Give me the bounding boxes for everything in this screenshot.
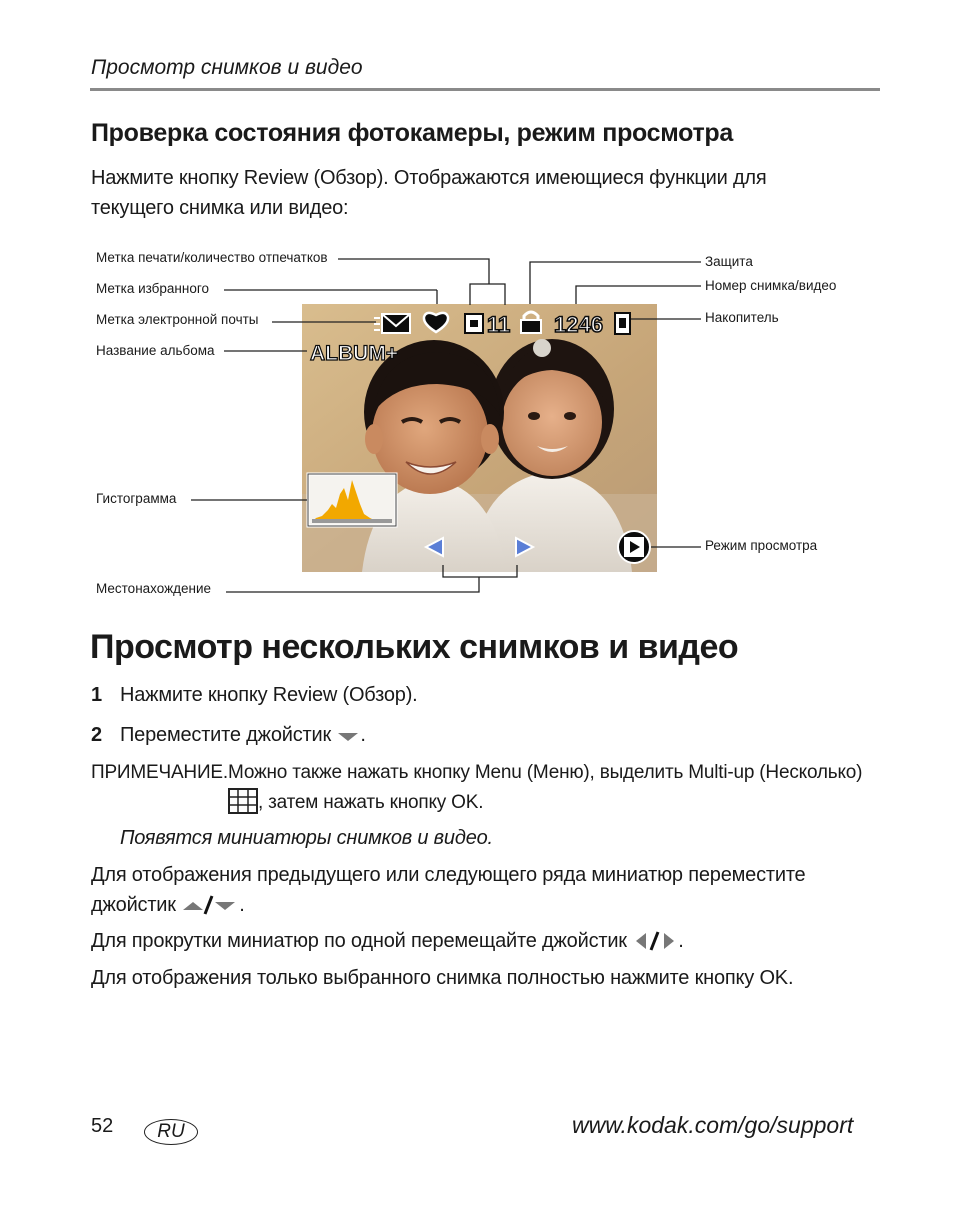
callout-picture-number: Номер снимка/видео <box>705 278 837 293</box>
picture-number: 1246 <box>554 312 603 337</box>
callout-favorite-tag: Метка избранного <box>96 281 209 296</box>
note-line-2: , затем нажать кнопку OK. <box>228 788 483 818</box>
joystick-left-right-icon <box>632 930 678 952</box>
step-2: 2 Переместите джойстик . <box>91 724 366 746</box>
support-url[interactable]: www.kodak.com/go/support <box>572 1112 854 1138</box>
multi-up-grid-icon <box>228 788 258 814</box>
callout-print-tag: Метка печати/количество отпечатков <box>96 250 328 265</box>
callout-review-mode: Режим просмотра <box>705 538 818 553</box>
album-label: ALBUM+ <box>310 342 399 365</box>
running-header: Просмотр снимков и видео <box>91 56 363 79</box>
note-line-1: Можно также нажать кнопку Menu (Меню), выделить Multi-up (Несколько) <box>228 762 863 783</box>
callout-album-name: Название альбома <box>96 343 215 358</box>
result-text: Появятся миниатюры снимков и видео. <box>120 827 493 849</box>
section2-title: Просмотр нескольких снимков и видео <box>90 628 739 666</box>
page-number: 52 <box>91 1115 114 1137</box>
joystick-up-down-icon <box>181 894 239 916</box>
callout-histogram: Гистограмма <box>96 491 177 506</box>
joystick-down-icon <box>336 729 360 743</box>
callout-location: Местонахождение <box>96 581 212 596</box>
intro-paragraph: Нажмите кнопку Review (Обзор). Отображаются имеющиеся функции для текущего снимка или видео: <box>91 167 767 219</box>
print-count: 11 <box>487 312 511 337</box>
paragraph-full-view: Для отображения только выбранного снимка полностью нажмите кнопку OK. <box>91 967 794 989</box>
callout-email-tag: Метка электронной почты <box>96 312 259 327</box>
paragraph-rows: Для отображения предыдущего или следующего ряда миниатюр переместите джойстик . <box>91 864 806 916</box>
callout-protect: Защита <box>705 254 753 269</box>
step-1: 1 Нажмите кнопку Review (Обзор). <box>91 684 418 706</box>
callout-storage: Накопитель <box>705 310 779 325</box>
paragraph-scroll: Для прокрутки миниатюр по одной перемещайте джойстик . <box>91 930 684 952</box>
language-badge: RU <box>144 1119 198 1145</box>
note-label: ПРИМЕЧАНИЕ. <box>91 762 228 783</box>
section-title: Проверка состояния фотокамеры, режим просмотра <box>91 119 734 147</box>
